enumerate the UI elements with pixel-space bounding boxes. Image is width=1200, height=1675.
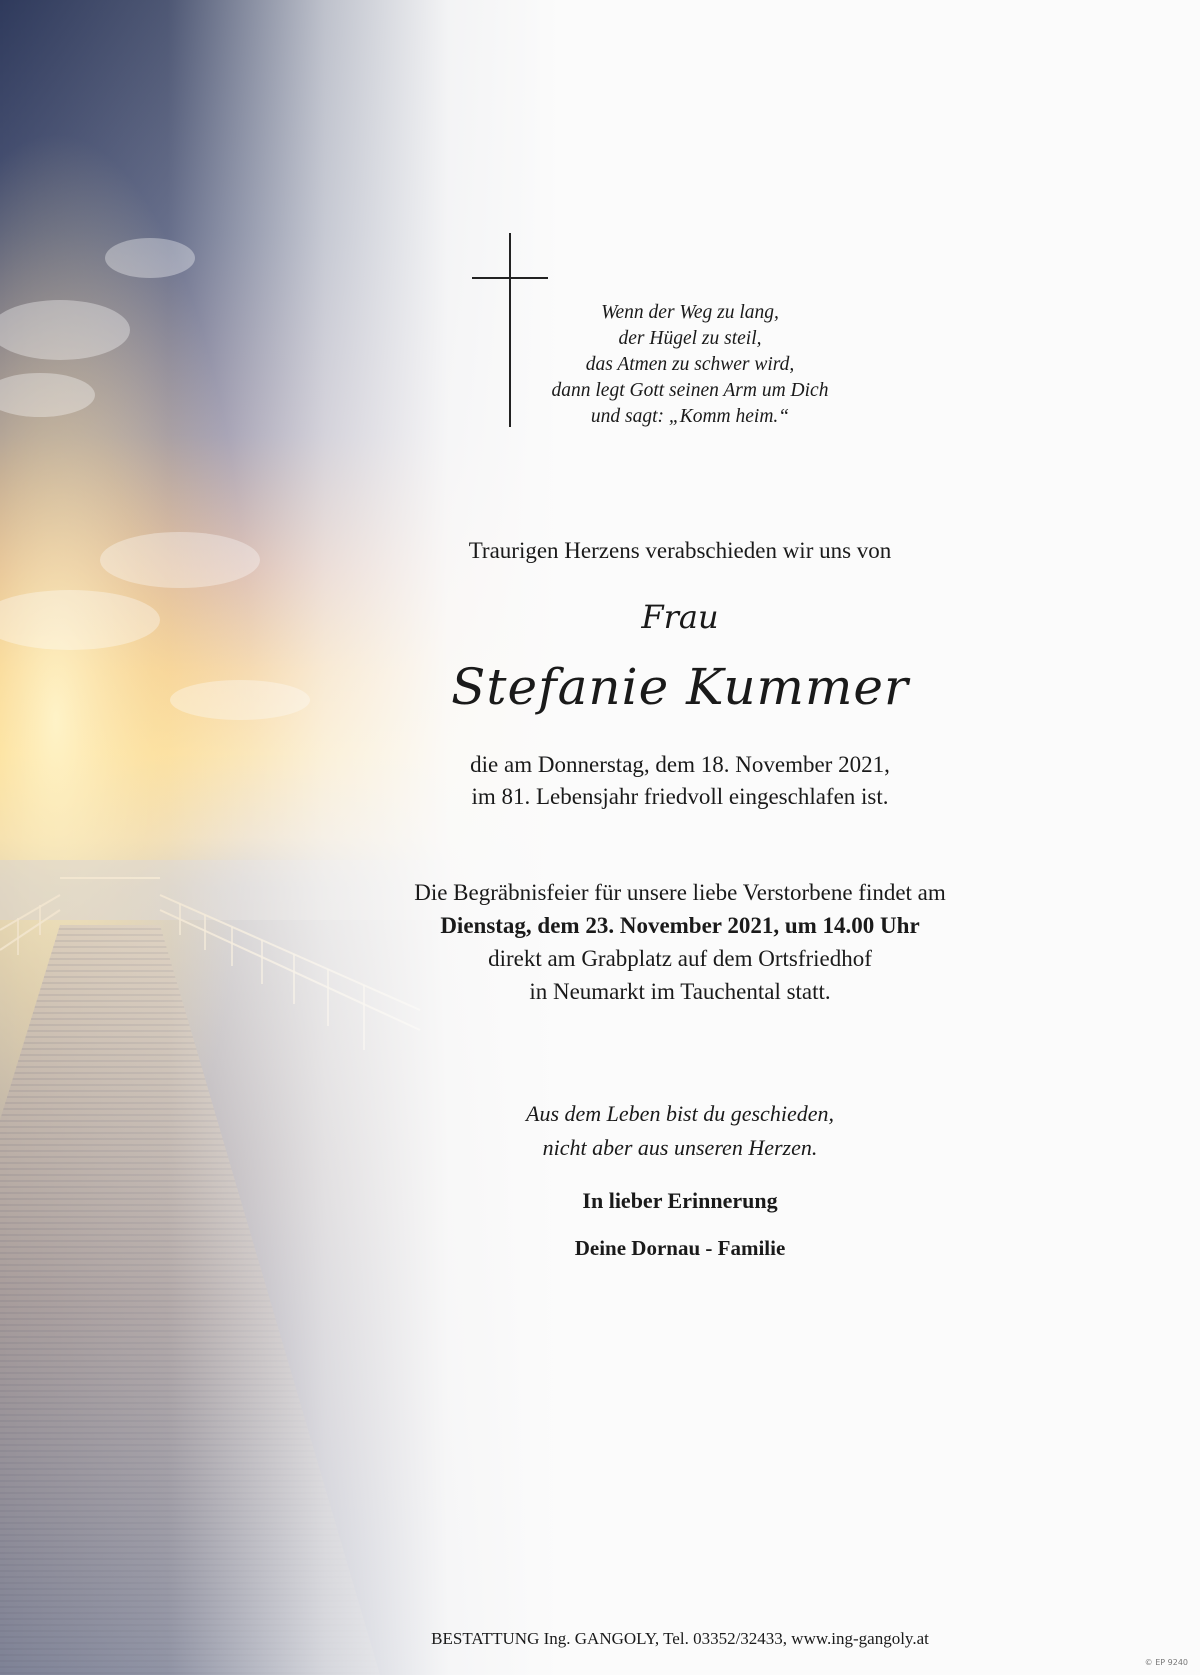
family-signature: Deine Dornau - Familie [574,1236,786,1260]
funeral-details [300,876,1060,1008]
deceased-name: Stefanie Kummer [451,658,909,716]
funeral-date-time: Dienstag, dem 23. November 2021, um 14.00 Uhr [440,913,920,938]
funeral-line: in Neumarkt im Tauchental statt. [529,979,831,1004]
poem-line: Wenn der Weg zu lang, [601,302,779,323]
funeral-home-footer: BESTATTUNG Ing. GANGOLY, Tel. 03352/32433, www.ing-gangoly.at [431,1629,929,1648]
quote-line: nicht aber aus unseren Herzen. [542,1135,818,1160]
death-line: im 81. Lebensjahr friedvoll eingeschlafen ist. [471,784,889,809]
copyright-note: © EP 9240 [1144,1658,1188,1667]
intro-text: Traurigen Herzens verabschieden wir uns von [468,538,892,563]
salutation: Frau [641,598,719,636]
quote-line: Aus dem Leben bist du geschieden, [526,1101,834,1126]
poem-line: und sagt: „Komm heim.“ [590,406,790,427]
poem-line: das Atmen zu schwer wird, [585,354,795,375]
poem-line: dann legt Gott seinen Arm um Dich [551,380,829,401]
remembrance: In lieber Erinnerung [582,1188,778,1213]
funeral-line: Die Begräbnisfeier für unsere liebe Verstorbene findet am [414,880,946,905]
poem-line: der Hügel zu steil, [618,328,762,349]
closing-quote [300,1097,1060,1165]
death-details [300,749,1060,813]
poem [500,300,880,430]
funeral-line: direkt am Grabplatz auf dem Ortsfriedhof [488,946,872,971]
death-line: die am Donnerstag, dem 18. November 2021, [470,752,890,777]
